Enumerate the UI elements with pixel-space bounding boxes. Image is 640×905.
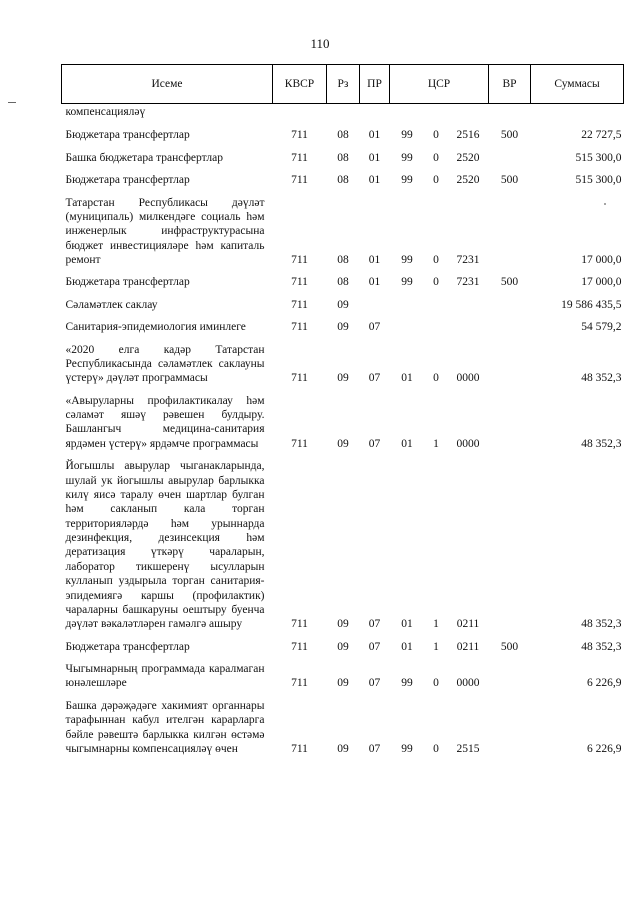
table-header [62, 65, 624, 104]
cell-c3: 2516 [456, 129, 480, 142]
cell-c3: 7231 [456, 254, 480, 266]
cell-sum: 17 000,0 [581, 254, 622, 266]
cell-c1: 99 [401, 677, 413, 690]
cell-pr: 01 [368, 129, 381, 142]
table-row [62, 659, 624, 696]
cell-rz: 09 [337, 742, 349, 755]
cell-name: «2020 елга кадәр Татарстан Республикасында сәламәтлек саклауны үстерү» дәүләт программасы [65, 343, 265, 385]
cell-sum: 22 727,5 [581, 129, 622, 142]
cell-vr [489, 193, 531, 273]
cell-sum [531, 104, 624, 126]
cell-c1: 99 [401, 174, 413, 187]
cell-kvsr: 711 [291, 129, 308, 142]
cell-c1 [390, 317, 425, 339]
cell-sum: 17 000,0 [581, 276, 622, 289]
cell-c1: 01 [401, 437, 413, 450]
table-row [62, 391, 624, 457]
cell-rz: 09 [337, 372, 349, 385]
cell-vr [489, 659, 531, 696]
cell-sum: 6 226,9 [587, 677, 622, 690]
cell-rz: 09 [337, 677, 349, 690]
cell-c1: 01 [401, 372, 413, 385]
cell-sum: 515 300,0 [575, 151, 622, 164]
cell-vr [489, 295, 531, 317]
cell-kvsr: 711 [291, 618, 308, 631]
cell-c2: 0 [433, 254, 439, 266]
cell-c2: 0 [433, 677, 439, 690]
cell-c3: 7231 [456, 276, 480, 289]
budget-table [61, 64, 624, 761]
cell-c3: 2520 [456, 174, 480, 187]
cell-c1: 99 [401, 151, 413, 164]
header-sum: Суммасы [531, 65, 624, 104]
cell-pr: 01 [368, 151, 381, 164]
cell-rz: 08 [337, 129, 349, 142]
cell-c2: 1 [433, 437, 439, 450]
cell-c2: 1 [433, 618, 439, 631]
cell-c1: 01 [401, 640, 413, 653]
cell-kvsr: 711 [291, 174, 308, 187]
header-rz: Рз [327, 65, 360, 104]
cell-c2: 0 [433, 372, 439, 385]
cell-sum: 48 352,3 [581, 437, 622, 450]
table-row [62, 637, 624, 659]
cell-pr: 01 [368, 254, 381, 266]
table-row [62, 170, 624, 192]
cell-name: Бюджетара трансфертлар [65, 129, 190, 142]
cell-vr: 500 [500, 640, 519, 653]
margin-mark [8, 102, 16, 103]
cell-c3: 2520 [456, 151, 480, 164]
cell-kvsr: 711 [291, 321, 308, 334]
cell-vr [489, 696, 531, 762]
header-name: Исеме [62, 65, 273, 104]
cell-c2: 0 [433, 174, 439, 187]
cell-sum: 48 352,3 [581, 372, 622, 385]
cell-kvsr: 711 [291, 437, 308, 450]
table-body [62, 104, 624, 762]
cell-c3: 0000 [456, 677, 480, 690]
cell-c2: 0 [433, 276, 439, 289]
cell-rz: 08 [337, 174, 349, 187]
cell-pr: 07 [368, 742, 381, 755]
cell-name: «Авыруларны профилактикалау һәм сәламәт яшәү рәвешен булдыру. Башлангыч медицина-санитария ярдәмен үстерү» ярдәмче программасы [65, 394, 265, 450]
cell-c3: 0000 [456, 372, 480, 385]
cell-sum: 515 300,0 [575, 174, 622, 187]
cell-c2: 1 [433, 640, 439, 653]
cell-c2: 0 [433, 151, 439, 164]
cell-c3 [448, 317, 489, 339]
cell-rz: 08 [337, 276, 349, 289]
header-csr: ЦСР [390, 65, 489, 104]
cell-name: Бюджетара трансфертлар [65, 276, 190, 289]
cell-pr [360, 295, 390, 317]
cell-name: Чыгымнарның программада каралмаган юнәлешләре [65, 663, 265, 690]
table-row [62, 193, 624, 273]
cell-rz: 09 [337, 618, 349, 631]
table-row [62, 340, 624, 391]
table-row [62, 317, 624, 339]
cell-c3: 2515 [456, 742, 480, 755]
cell-c2: 0 [433, 742, 439, 755]
cell-c3 [448, 104, 489, 126]
cell-pr: 07 [368, 437, 381, 450]
cell-rz: 09 [337, 298, 349, 311]
cell-rz: 09 [337, 437, 349, 450]
cell-c2: 0 [433, 129, 439, 142]
cell-pr: 01 [368, 276, 381, 289]
cell-kvsr: 711 [291, 276, 308, 289]
cell-kvsr: 711 [291, 254, 308, 266]
cell-kvsr: 711 [291, 151, 308, 164]
cell-name: Бюджетара трансфертлар [65, 640, 190, 653]
cell-c1: 01 [401, 618, 413, 631]
cell-pr: 07 [368, 640, 381, 653]
cell-name: Башка дәрәҗәдәге хакимият органнары тарафыннан кабул ителгән карарларга бәйле рәвештә барлыкка килгән өстәмә чыгымнарны компенсацияләү өчен [65, 699, 265, 755]
cell-vr: 500 [500, 276, 519, 289]
table-row [62, 104, 624, 126]
cell-pr [360, 104, 390, 126]
cell-kvsr: 711 [291, 677, 308, 690]
cell-pr: 07 [368, 372, 381, 385]
cell-pr: 07 [368, 618, 381, 631]
cell-sum: 48 352,3 [581, 618, 622, 631]
cell-c1 [390, 104, 425, 126]
cell-vr [489, 104, 531, 126]
cell-kvsr: 711 [291, 742, 308, 755]
table-row [62, 456, 624, 637]
cell-c3: 0000 [456, 437, 480, 450]
cell-c3: 0211 [456, 640, 480, 653]
table-row [62, 125, 624, 147]
cell-c1 [390, 295, 425, 317]
cell-pr: 07 [368, 321, 381, 334]
cell-kvsr: 711 [291, 298, 308, 311]
cell-rz [327, 104, 360, 126]
cell-c1: 99 [401, 276, 413, 289]
cell-c1: 99 [401, 129, 413, 142]
cell-vr [489, 340, 531, 391]
cell-pr: 07 [368, 677, 381, 690]
cell-c1: 99 [401, 742, 413, 755]
cell-c3 [448, 295, 489, 317]
cell-name: Сәламәтлек саклау [65, 298, 158, 311]
cell-vr [489, 456, 531, 637]
cell-c1: 99 [401, 254, 413, 266]
cell-sum: 19 586 435,5 [561, 298, 622, 311]
cell-vr [489, 317, 531, 339]
page-number: 110 [310, 36, 330, 51]
cell-c3: 0211 [456, 618, 480, 631]
cell-rz: 09 [337, 640, 349, 653]
cell-c2 [425, 295, 448, 317]
cell-rz: 08 [337, 151, 349, 164]
cell-sum: 6 226,9 [587, 742, 622, 755]
cell-vr: 500 [500, 174, 519, 187]
cell-name: компенсацияләү [65, 106, 146, 118]
cell-pr: 01 [368, 174, 381, 187]
table-row [62, 295, 624, 317]
cell-kvsr [273, 104, 327, 126]
cell-name: Татарстан Республикасы дәүләт (муниципаль) милкендәге социаль һәм инженерлык инфраструктурасына бюджет инвестицияләре һәм капиталь ремонт [65, 196, 265, 266]
cell-c2 [425, 317, 448, 339]
cell-name: Башка бюджетара трансфертлар [65, 151, 223, 164]
cell-vr: 500 [500, 129, 519, 142]
header-kvsr: КВСР [273, 65, 327, 104]
cell-vr [489, 148, 531, 170]
cell-kvsr: 711 [291, 372, 308, 385]
cell-sum: 54 579,2 [581, 321, 622, 334]
cell-rz: 09 [337, 321, 349, 334]
cell-c2 [425, 104, 448, 126]
cell-vr [489, 391, 531, 457]
table-row [62, 696, 624, 762]
table-row [62, 148, 624, 170]
header-vr: ВР [489, 65, 531, 104]
cell-rz: 08 [337, 254, 349, 266]
table-row [62, 272, 624, 294]
header-pr: ПР [360, 65, 390, 104]
cell-name: Йогышлы авырулар чыганакларында, шулай ук йогышлы авырулар барлыкка килү яисә таралу өчен шартлар булган һәм сакланып кала торган территорияләрдә һәм урыннарда дезинфекция, дезинсекция һәм дератизация үткәрү чараларын, лаборатор тикшеренү ысулларын кулланып уздырыла торган санитария-эпидемиягә каршы (профилактик) чараларны башкаруны оештыру буенча дәүләт вәкаләтләрен гамәлгә ашыру [65, 460, 265, 631]
cell-sum: 48 352,3 [581, 640, 622, 653]
cell-kvsr: 711 [291, 640, 308, 653]
cell-name: Бюджетара трансфертлар [65, 174, 190, 187]
cell-name: Санитария-эпидемиология иминлеге [65, 321, 246, 334]
